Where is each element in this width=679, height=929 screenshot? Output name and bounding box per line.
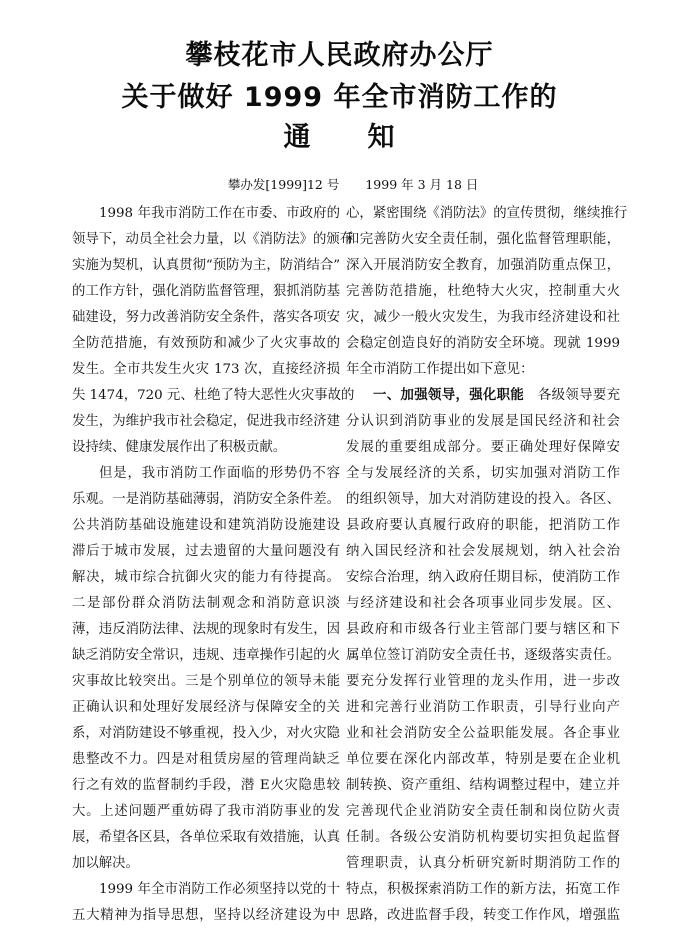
line-text: 灾事故比较突出。三是个别单位的领导未能 [72,674,340,689]
line-text: 心，紧密围绕《消防法》的宣传贯彻，继续推行 [346,206,628,221]
line-text: 展，希望各区县，各单位采取有效措施，认真 [72,830,340,845]
text-line [346,357,620,383]
text-line [346,201,628,227]
line-text: 业和社会消防安全公益职能发展。各企事业 [346,726,620,741]
line-text: 二是部份群众消防法制观念和消防意识淡 [72,596,340,611]
line-text: 发生，为维护我市社会稳定，促进我市经济建 [72,414,340,429]
text-line [346,565,620,591]
text-line [72,383,355,409]
line-text: 薄，违反消防法律、法规的现象时有发生，因 [72,622,340,637]
text-line [346,721,620,747]
text-line [72,851,340,877]
line-text: 发展的重要组成部分。要正确处理好保障安 [346,440,620,455]
line-text: 实施为契机，认真贯彻“预防为主，防消结合” [72,258,341,273]
text-line [346,669,620,695]
line-text: 深入开展消防安全教育，加强消防重点保卫， [346,258,620,273]
text-line [346,877,620,903]
text-line [72,695,340,721]
line-text: 系，对消防建设不够重视，投入少，对火灾隐 [72,726,340,741]
line-text: 属单位签订消防安全责任书，逐级落实责任。 [346,648,620,663]
text-line [72,643,340,669]
text-line [346,409,620,435]
text-line [346,643,620,669]
text-line [72,565,340,591]
text-line [346,383,620,409]
text-line [346,279,620,305]
line-text: 解决，城市综合抗御火灾的能力有待提高。 [72,570,340,585]
text-line [72,877,340,903]
text-line [72,331,340,357]
text-line [346,695,620,721]
text-line [72,903,340,929]
line-text: 全防范措施，有效预防和减少了火灾事故的 [72,336,340,351]
line-text: 和完善防火安全责任制，强化监督管理职能， [346,232,620,247]
line-text: 五大精神为指导思想，坚持以经济建设为中 [72,908,340,923]
line-text: 行之有效的监督制约手段，潜 E火灾隐患较 [72,778,340,793]
title-issuer: 攀枝花市人民政府办公厅 [185,40,494,71]
line-text: 完善防范措施，杜绝特大火灾，控制重大火 [346,284,620,299]
section-heading: 一、加强领导，强化职能 [373,388,525,403]
text-line [346,487,620,513]
line-text: 加以解决。 [72,856,139,871]
line-text: 进和完善行业消防工作职责，引导行业向产 [346,700,620,715]
line-text: 失 1474，720 元、杜绝了特大恶性火灾事故的 [72,388,355,403]
line-text: 患整改不力。四是对租赁房屋的管理尚缺乏 [72,752,340,767]
line-text: 础建设，努力改善消防安全条件，落实各项安 [72,310,340,325]
title-doc-type [0,115,679,154]
line-text: 年全市消防工作提出如下意见： [346,362,534,377]
text-line [72,721,340,747]
line-text: 特点，积极探索消防工作的新方法，拓宽工作 [346,882,620,897]
line-text: 县政府和市级各行业主管部门要与辖区和下 [346,622,620,637]
text-line [72,591,340,617]
title-subject: 关于做好 1999 年全市消防工作的 [121,82,558,113]
line-text: 思路，改进监督手段，转变工作作风，增强监 [346,908,620,923]
line-text: 全与发展经济的关系，切实加强对消防工作 [346,466,620,481]
text-line [72,487,340,513]
text-line [346,903,620,929]
line-text: 县政府要认真履行政府的职能，把消防工作 [346,518,620,533]
text-line [346,747,620,773]
line-text: 1998 年我市消防工作在市委、市政府的 [99,206,340,221]
text-line [72,279,340,305]
line-text: 但是，我市消防工作面临的形势仍不容 [99,466,340,481]
line-text: 领导下，动员全社会力量，以《消防法》的颁布 [72,232,354,247]
document-date: 1999 年 3 月 18 日 [365,177,479,192]
line-text: 制转换、资产重组、结构调整过程中，建立并 [346,778,620,793]
text-line [72,409,340,435]
line-text: 会稳定创造良好的消防安全环境。现就 1999 [346,336,620,351]
line-text: 与经济建设和社会各项事业同步发展。区、 [346,596,620,611]
text-line [346,227,620,253]
text-line [346,825,620,851]
text-line [72,799,340,825]
text-line [346,305,620,331]
document-number: 攀办发[1999]12 号 [227,177,340,192]
text-line [346,331,620,357]
line-text: 任制。各级公安消防机构要切实担负起监督 [346,830,620,845]
line-text: 要充分发挥行业管理的龙头作用，进一步改 [346,674,620,689]
text-line [346,253,620,279]
text-line [72,617,340,643]
title-char: 通 [283,122,312,153]
text-line [72,773,340,799]
text-line [72,253,340,279]
text-line [72,825,340,851]
line-text: 安综合治理，纳入政府任期目标，使消防工作 [346,570,620,585]
text-line [346,461,620,487]
text-line [72,461,340,487]
line-text: 完善现代企业消防安全责任制和岗位防火责 [346,804,620,819]
line-text: 的组织领导，加大对消防建设的投入。各区、 [346,492,620,507]
text-line [72,539,340,565]
text-line [72,747,340,773]
line-text: 公共消防基础设施建设和建筑消防设施建设 [72,518,340,533]
text-line [72,435,340,461]
text-line [346,513,620,539]
line-text: 缺乏消防安全常识，违规、违章操作引起的火 [72,648,340,663]
line-text: 灾，减少一般火灾发生，为我市经济建设和社 [346,310,620,325]
title-char: 知 [367,122,396,153]
line-text: 乐观。一是消防基础薄弱，消防安全条件差。 [72,492,340,507]
text-line [346,617,620,643]
text-line [72,305,340,331]
text-line [72,201,340,227]
line-text: 单位要在深化内部改革，特别是要在企业机 [346,752,620,767]
text-line [346,773,620,799]
line-text: 大。上述问题严重妨碍了我市消防事业的发 [72,804,340,819]
line-text: 发生。全市共发生火灾 173 次，直接经济损 [72,362,340,377]
text-line [72,669,340,695]
line-text: 设持续、健康发展作出了积极贡献。 [72,440,287,455]
line-text: 纳入国民经济和社会发展规划，纳入社会治 [346,544,620,559]
text-line [346,851,620,877]
text-line [72,357,340,383]
line-text: 的工作方针，强化消防监督管理，狠抓消防基 [72,284,340,299]
text-line [346,539,620,565]
body-column-left [72,201,355,929]
line-text: 管理职责，认真分析研究新时期消防工作的 [346,856,620,871]
text-line [346,591,620,617]
text-line [346,799,620,825]
line-text: 正确认识和处理好发展经济与保障安全的关 [72,700,340,715]
line-text: 滞后于城市发展，过去遗留的大量问题没有 [72,544,340,559]
text-line [72,513,340,539]
text-line [72,227,354,253]
line-text: 各级领导要充 [524,388,621,403]
line-text: 分认识到消防事业的发展是国民经济和社会 [346,414,620,429]
text-line [346,435,620,461]
line-text: 1999 年全市消防工作必须坚持以党的十 [99,882,340,897]
body-column-right [346,201,628,929]
